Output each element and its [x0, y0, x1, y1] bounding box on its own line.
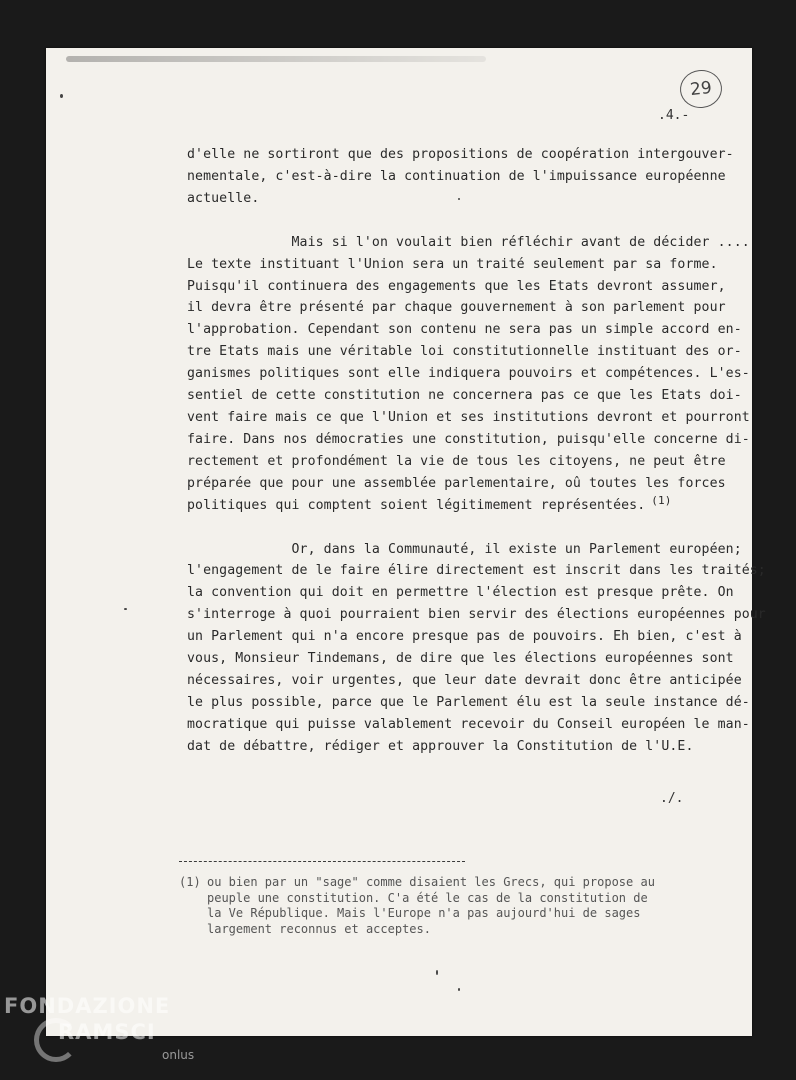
text-line: le plus possible, parce que le Parlement élu est la seule instance dé-	[187, 694, 750, 710]
text-line: vous, Monsieur Tindemans, de dire que les élections européennes sont	[187, 651, 734, 667]
footnote-reference: (1)	[651, 493, 672, 507]
text-line: nécessaires, voir urgentes, que leur date devrait donc être anticipée	[187, 672, 742, 688]
continuation-mark: ./.	[660, 791, 684, 806]
scan-speck	[60, 94, 63, 98]
text-line: un Parlement qui n'a encore presque pas de pouvoirs. Eh bien, c'est à	[187, 629, 742, 645]
scan-speck	[458, 988, 460, 991]
scan-speck	[436, 970, 438, 975]
watermark-line2: RAMSCI	[58, 1020, 156, 1044]
text-line: dat de débattre, rédiger et approuver la Constitution de l'U.E.	[187, 738, 694, 754]
archive-number-stamp	[678, 68, 724, 110]
watermark-logo	[4, 994, 204, 1074]
text-line: rectement et profondément la vie de tous les citoyens, ne peut être	[187, 453, 726, 469]
footnote-separator	[179, 861, 465, 862]
text-line: mocratique qui puisse valablement recevoir du Conseil européen le man-	[187, 716, 750, 732]
text-line-content: politiques qui comptent soient légitimement représentées.	[187, 497, 646, 513]
document-page	[46, 48, 766, 1036]
archive-number: 29	[689, 77, 713, 101]
text-line: actuelle.	[187, 190, 260, 206]
text-line: la convention qui doit en permettre l'élection est presque prête. On	[187, 585, 734, 601]
paragraph-2	[187, 232, 750, 517]
footnote	[179, 875, 679, 937]
text-line: Puisqu'il continuera des engagements que les Etats devront assumer,	[187, 278, 726, 294]
footnote-line: la Ve République. Mais l'Europe n'a pas aujourd'hui de sages	[207, 906, 641, 921]
paragraph-3	[187, 539, 766, 758]
text-line: préparée que pour une assemblée parlementaire, oû toutes les forces	[187, 475, 726, 491]
scan-smudge	[66, 56, 486, 62]
text-line: Le texte instituant l'Union sera un traité seulement par sa forme.	[187, 256, 718, 272]
footnote-label: (1)	[179, 875, 201, 889]
scan-speck	[124, 608, 127, 610]
text-line: s'interroge à quoi pourraient bien servir des élections européennes pour	[187, 607, 766, 623]
watermark-line3: onlus	[162, 1048, 195, 1062]
text-line: il devra être présenté par chaque gouvernement à son parlement pour	[187, 300, 726, 316]
footnote-line: largement reconnus et acceptes.	[207, 921, 431, 936]
page-number: .4.-	[658, 108, 690, 123]
paragraph-1	[187, 144, 734, 210]
text-line: faire. Dans nos démocraties une constitution, puisqu'elle concerne di-	[187, 431, 750, 447]
text-line: tre Etats mais une véritable loi constitutionnelle instituant des or-	[187, 344, 742, 360]
text-line: Mais si l'on voulait bien réfléchir avant de décider ....	[187, 234, 750, 250]
body-text	[187, 144, 766, 758]
text-line: d'elle ne sortiront que des propositions de coopération intergouver-	[187, 147, 734, 162]
text-line: ganismes politiques sont elle indiquera pouvoirs et compétences. L'es-	[187, 366, 750, 382]
text-line: vent faire mais ce que l'Union et ses institutions devront et pourront	[187, 409, 750, 425]
footnote-line: peuple une constitution. C'a été le cas de la constitution de	[207, 890, 648, 905]
text-line: nementale, c'est-à-dire la continuation de l'impuissance européenne	[187, 168, 726, 184]
text-line: l'engagement de le faire élire directement est inscrit dans les traités;	[187, 563, 766, 579]
text-line: l'approbation. Cependant son contenu ne sera pas un simple accord en-	[187, 322, 742, 338]
text-line	[187, 495, 707, 517]
watermark-line1: FONDAZIONE	[4, 994, 171, 1018]
text-line: sentiel de cette constitution ne concernera pas ce que les Etats doi-	[187, 388, 742, 404]
footnote-line: ou bien par un "sage" comme disaient les Grecs, qui propose au	[207, 875, 655, 889]
text-line: Or, dans la Communauté, il existe un Parlement européen;	[187, 541, 742, 557]
